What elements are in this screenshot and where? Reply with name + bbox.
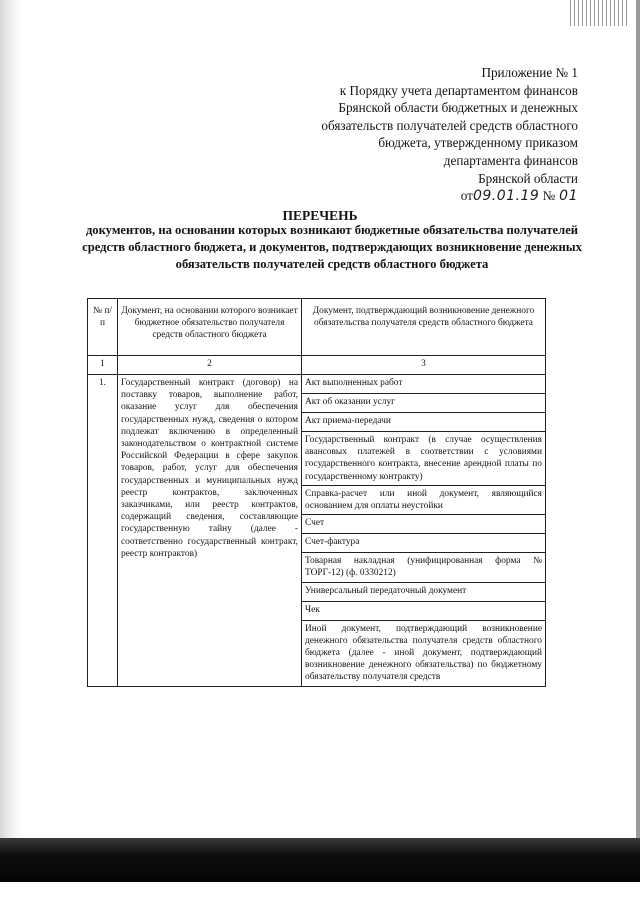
header-confirming-document: Документ, подтверждающий возникновение денежного обязательства получателя средств областного бюджета bbox=[302, 299, 546, 356]
approval-date-line bbox=[278, 187, 578, 206]
header-basis-document: Документ, на основании которого возникает бюджетное обязательство получателя средств областного бюджета bbox=[118, 299, 302, 356]
handwritten-number: 01 bbox=[559, 188, 578, 205]
confirming-document-cell: Государственный контракт (в случае осуществления авансовых платежей в соответствии с условиями государственного контракта, внесение арендной платы по государственному контракту) bbox=[302, 432, 546, 486]
basis-document-cell: Государственный контракт (договор) на поставку товаров, выполнение работ, оказание услуг для обеспечения государственных нужд, сведения о котором подлежат включению в определенный законодательством о контрактной системе Российской Федерации в сфере закупок товаров, работ, услуг для обеспечения государственных и муниципальных нужд реестр контрактов, заключенных заказчиками, или реестр контрактов, содержащий сведения, составляющие государственную тайну (далее - соответственно государственный контракт, реестр контрактов) bbox=[118, 375, 302, 687]
document-subtitle: документов, на основании которых возникают бюджетные обязательства получателей средств областного бюджета, и документов, подтверждающих возникновение денежных обязательств получателей средств областного бюджета bbox=[82, 223, 582, 271]
confirming-document-cell: Универсальный передаточный документ bbox=[302, 582, 546, 601]
approval-block bbox=[278, 64, 578, 206]
confirming-document-cell: Счет bbox=[302, 515, 546, 534]
column-number: 3 bbox=[302, 356, 546, 375]
approval-line: Брянской области бюджетных и денежных bbox=[338, 100, 578, 116]
confirming-document-cell: Товарная накладная (унифицированная форма № ТОРГ-12) (ф. 0330212) bbox=[302, 553, 546, 582]
handwritten-date: 09.01.19 bbox=[472, 188, 540, 205]
column-number-row bbox=[88, 356, 546, 375]
table-header-row bbox=[88, 299, 546, 356]
number-prefix: № bbox=[542, 188, 556, 204]
row-number: 1. bbox=[88, 375, 118, 687]
confirming-document-cell: Акт приема-передачи bbox=[302, 413, 546, 432]
approval-line: к Порядку учета департаментом финансов bbox=[339, 82, 578, 98]
confirming-document-cell: Чек bbox=[302, 601, 546, 620]
document-title: ПЕРЕЧЕНЬ bbox=[282, 208, 358, 223]
scan-bottom-band bbox=[0, 838, 640, 882]
scan-edge-right bbox=[636, 0, 640, 840]
approval-line: департамента финансов bbox=[443, 152, 578, 168]
confirming-document-cell: Акт об оказании услуг bbox=[302, 394, 546, 413]
scan-shadow-left bbox=[0, 0, 22, 840]
table-row bbox=[88, 375, 546, 394]
date-prefix: от bbox=[460, 188, 473, 204]
scan-marks-top bbox=[570, 0, 630, 26]
header-number: № п/п bbox=[88, 299, 118, 356]
confirming-document-cell: Счет-фактура bbox=[302, 534, 546, 553]
approval-line: обязательств получателей средств областного bbox=[321, 117, 578, 133]
documents-table bbox=[87, 298, 546, 687]
approval-line: Приложение № 1 bbox=[481, 65, 578, 80]
confirming-document-cell: Иной документ, подтверждающий возникновение денежного обязательства получателя средств областного бюджета (далее - иной документ, подтверждающий возникновение денежного обязательства) по бюджетному обязательству получателя средств bbox=[302, 620, 546, 686]
column-number: 2 bbox=[118, 356, 302, 375]
approval-line: Брянской области bbox=[478, 170, 578, 186]
column-number: 1 bbox=[88, 356, 118, 375]
confirming-document-cell: Акт выполненных работ bbox=[302, 375, 546, 394]
approval-line: бюджета, утвержденному приказом bbox=[378, 135, 578, 151]
confirming-document-cell: Справка-расчет или иной документ, являющийся основанием для оплаты неустойки bbox=[302, 485, 546, 514]
